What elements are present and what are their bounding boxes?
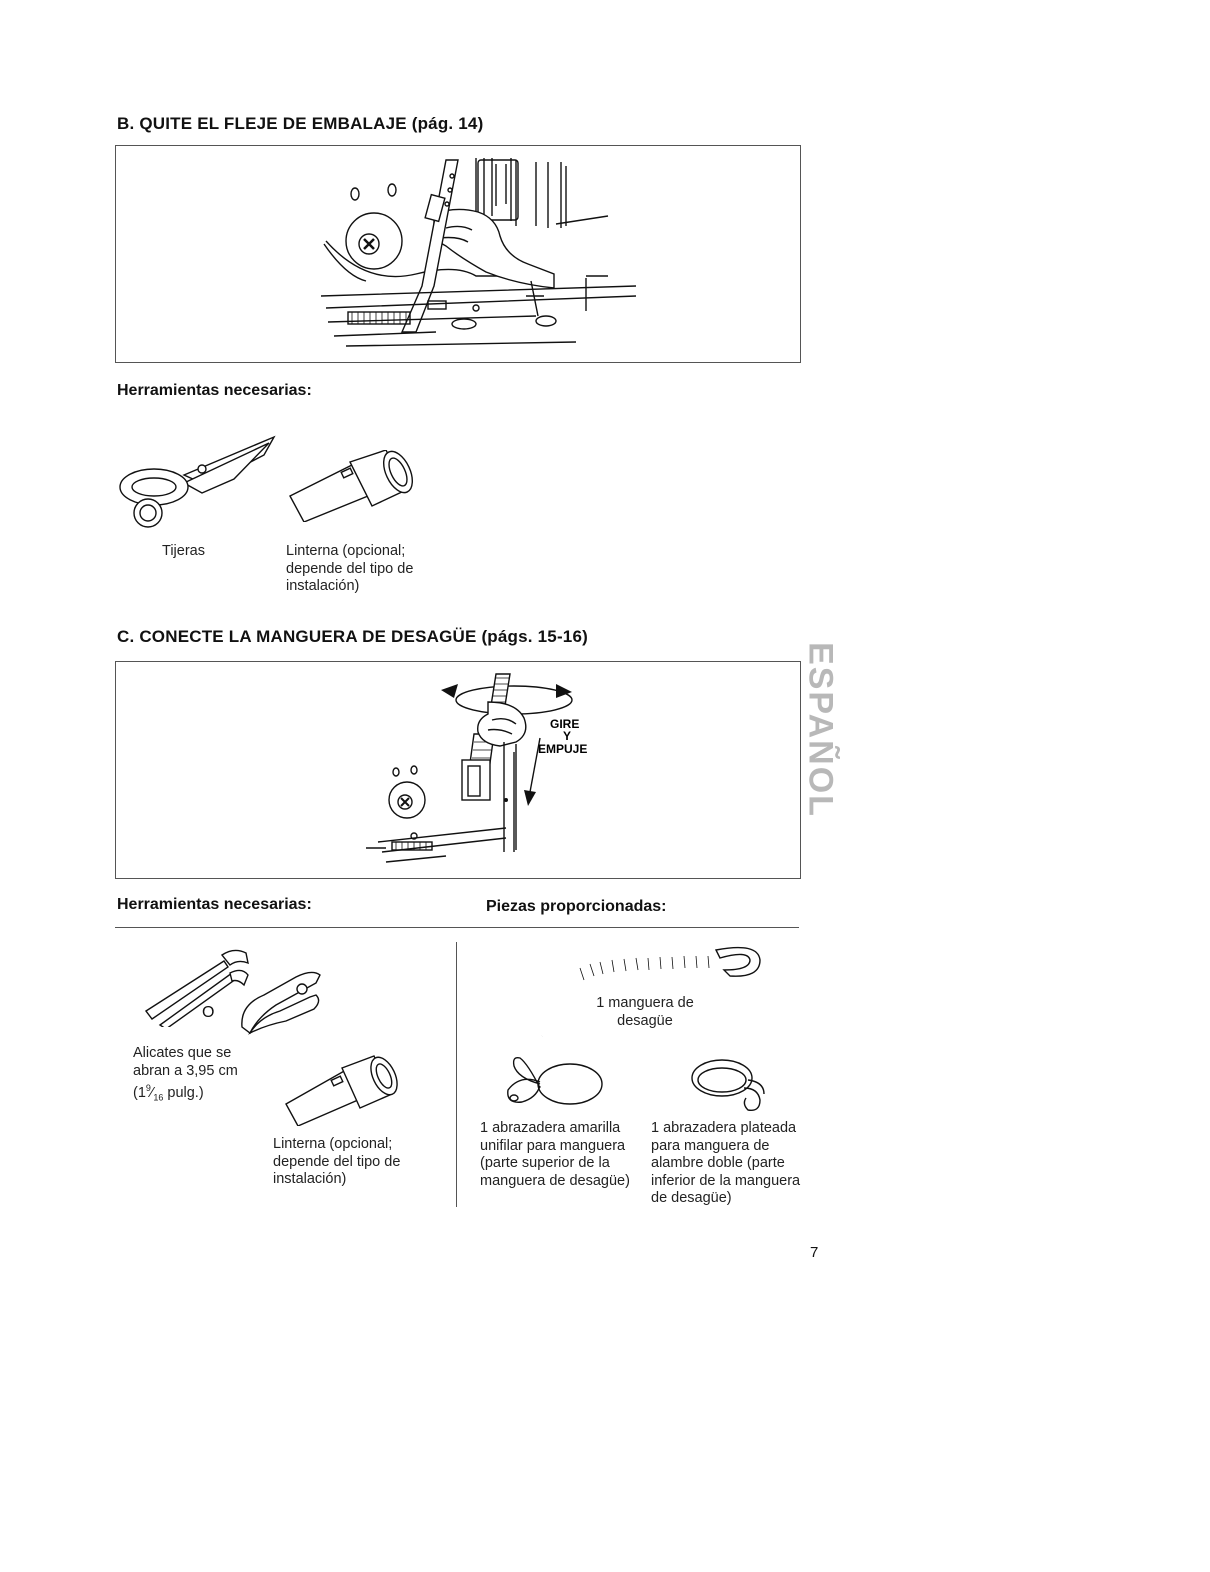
callout-gire: GIRE bbox=[550, 717, 580, 731]
callout-empuje: EMPUJE bbox=[538, 742, 588, 756]
silver-clamp-label: 1 abrazadera plateada para manguera de alambre doble (parte inferior de la manguera de desagüe) bbox=[651, 1120, 801, 1206]
pliers-label: Alicates que se abran a 3,95 cm ($1^9⁄_{16}$ pulg.) bbox=[133, 1045, 238, 1103]
slip-joint-pliers-icon bbox=[236, 965, 326, 1037]
page-number: 7 bbox=[810, 1244, 819, 1261]
flashlight-icon bbox=[282, 1052, 402, 1126]
scissors-label: Tijeras bbox=[162, 543, 205, 559]
strap-removal-illustration bbox=[115, 145, 801, 363]
side-tab-espanol: ESPAÑOL bbox=[801, 642, 840, 818]
drain-hose-illustration bbox=[115, 661, 801, 879]
callout-y: Y bbox=[563, 729, 572, 743]
scissors-icon bbox=[114, 435, 280, 531]
flashlight-label-b: Linterna (opcional; depende del tipo de instalación) bbox=[286, 543, 414, 594]
section-c-heading: C. CONECTE LA MANGUERA DE DESAGÜE (págs. 15-16) bbox=[117, 627, 588, 646]
divider-vertical bbox=[456, 942, 457, 1207]
section-c-tools-heading: Herramientas necesarias: bbox=[117, 896, 312, 913]
yellow-single-wire-clamp-icon bbox=[500, 1054, 610, 1110]
yellow-clamp-label: 1 abrazadera amarilla unifilar para manguera (parte superior de la manguera de desagüe) bbox=[480, 1120, 630, 1189]
section-c-parts-heading: Piezas proporcionadas: bbox=[486, 898, 667, 915]
divider-horizontal bbox=[115, 927, 799, 928]
section-b-heading: B. QUITE EL FLEJE DE EMBALAJE (pág. 14) bbox=[117, 114, 484, 133]
or-label: O bbox=[202, 1004, 215, 1021]
flashlight-icon bbox=[284, 450, 424, 522]
silver-double-wire-clamp-icon bbox=[686, 1054, 776, 1120]
flashlight-label-c: Linterna (opcional; depende del tipo de instalación) bbox=[273, 1136, 401, 1187]
drain-hose-label: 1 manguera de desagüe bbox=[596, 995, 694, 1029]
section-b-tools-heading: Herramientas necesarias: bbox=[117, 382, 312, 399]
